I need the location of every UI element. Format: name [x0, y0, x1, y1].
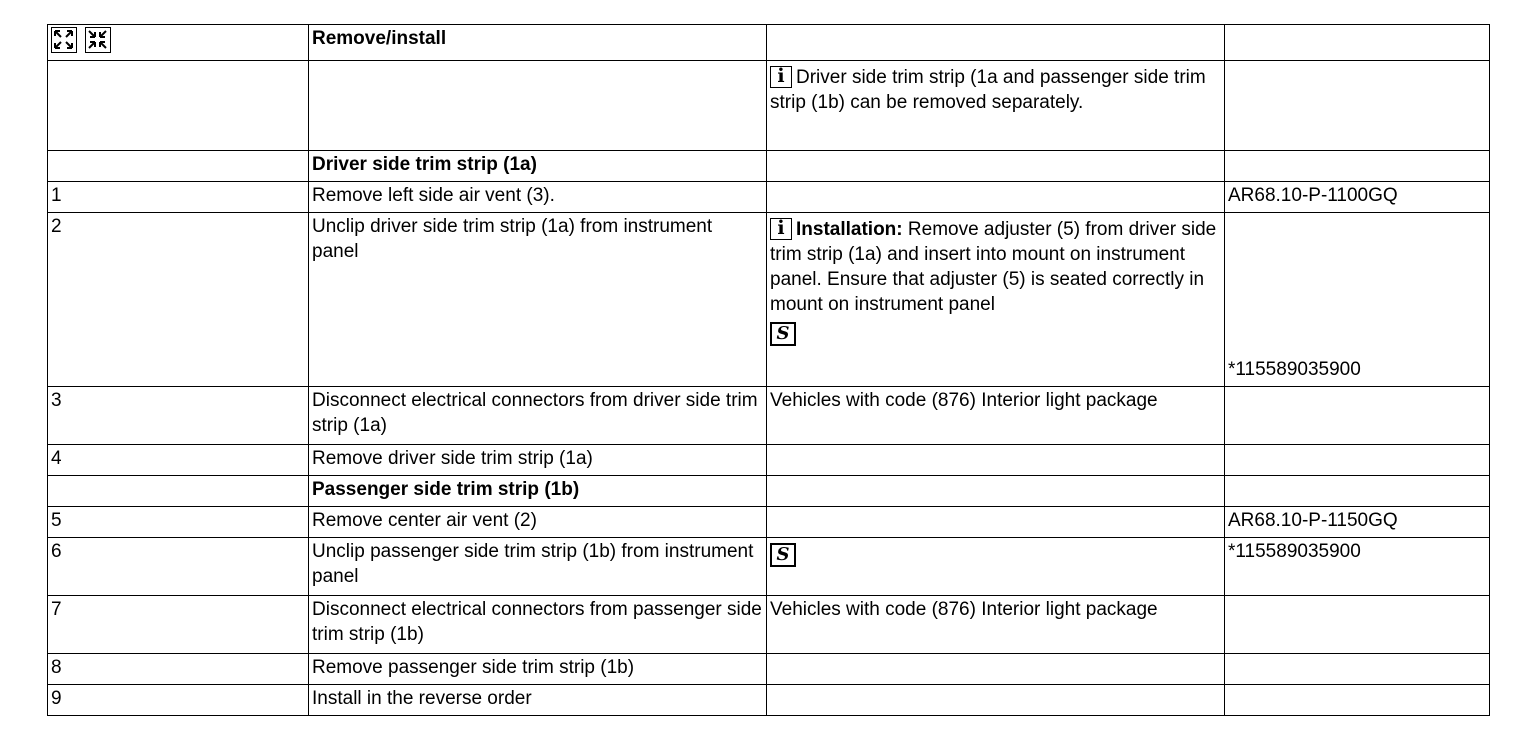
ref-cell: [1225, 654, 1490, 685]
header-title: Remove/install: [309, 25, 767, 61]
note-cell: [767, 445, 1225, 476]
step-cell: 3: [48, 387, 309, 445]
note-cell: [767, 538, 1225, 596]
note-label: Installation:: [796, 219, 903, 240]
action-cell: Disconnect electrical connectors from passenger side trim strip (1b): [309, 596, 767, 654]
expand-all-icon[interactable]: [51, 27, 77, 53]
ref-cell: [1225, 445, 1490, 476]
ref-cell: [1225, 151, 1490, 182]
action-cell: [309, 61, 767, 151]
ref-cell: [1225, 61, 1490, 151]
note-cell: [767, 685, 1225, 716]
note-text: Driver side trim strip (1a and passenger side trim strip (1b) can be removed separately.: [770, 67, 1206, 113]
step-cell: 9: [48, 685, 309, 716]
note-cell: Vehicles with code (876) Interior light package: [767, 387, 1225, 445]
table-row: [48, 538, 1490, 596]
note-text: Remove adjuster (5) from driver side trim strip (1a) and insert into mount on instrument panel. Ensure that adjuster (5) is seated correctly in mount on instrument panel: [770, 219, 1217, 315]
info-icon: i: [770, 218, 792, 240]
ref-cell: [1225, 596, 1490, 654]
note-cell: [767, 182, 1225, 213]
note-cell: [767, 151, 1225, 182]
ref-link[interactable]: AR68.10-P-1100GQ: [1225, 182, 1490, 213]
table-row: [48, 182, 1490, 213]
ref-cell: [1225, 685, 1490, 716]
action-cell: Remove left side air vent (3).: [309, 182, 767, 213]
ref-cell: [1225, 476, 1490, 507]
step-cell: [48, 61, 309, 151]
action-cell: Disconnect electrical connectors from driver side trim strip (1a): [309, 387, 767, 445]
header-icons-cell: [48, 25, 309, 61]
step-cell: 6: [48, 538, 309, 596]
step-cell: [48, 476, 309, 507]
action-cell: Remove driver side trim strip (1a): [309, 445, 767, 476]
action-cell: Unclip passenger side trim strip (1b) from instrument panel: [309, 538, 767, 596]
step-cell: 1: [48, 182, 309, 213]
action-cell: Remove passenger side trim strip (1b): [309, 654, 767, 685]
note-cell: [767, 213, 1225, 387]
ref-cell: [1225, 387, 1490, 445]
section-title: Driver side trim strip (1a): [309, 151, 767, 182]
note-cell: [767, 61, 1225, 151]
action-cell: Remove center air vent (2): [309, 507, 767, 538]
step-cell: 4: [48, 445, 309, 476]
tool-number-link[interactable]: *115589035900: [1228, 359, 1361, 380]
ref-cell: [1225, 213, 1490, 387]
table-row: [48, 685, 1490, 716]
collapse-all-icon[interactable]: [85, 27, 111, 53]
step-cell: 5: [48, 507, 309, 538]
step-cell: 8: [48, 654, 309, 685]
table-row: [48, 387, 1490, 445]
table-row: [48, 654, 1490, 685]
procedure-table: [47, 24, 1490, 716]
note-cell: [767, 476, 1225, 507]
special-tool-icon[interactable]: S: [770, 322, 796, 346]
header-ref-cell: [1225, 25, 1490, 61]
note-cell: [767, 654, 1225, 685]
action-cell: Install in the reverse order: [309, 685, 767, 716]
ref-link[interactable]: AR68.10-P-1150GQ: [1225, 507, 1490, 538]
header-note-cell: [767, 25, 1225, 61]
header-row: [48, 25, 1490, 61]
section-row: [48, 476, 1490, 507]
table-row: [48, 445, 1490, 476]
step-cell: 2: [48, 213, 309, 387]
section-row: [48, 151, 1490, 182]
action-cell: Unclip driver side trim strip (1a) from instrument panel: [309, 213, 767, 387]
note-cell: [767, 507, 1225, 538]
info-icon: i: [770, 66, 792, 88]
table-row: [48, 507, 1490, 538]
table-row: [48, 596, 1490, 654]
table-row: [48, 213, 1490, 387]
special-tool-icon[interactable]: S: [770, 543, 796, 567]
note-cell: Vehicles with code (876) Interior light package: [767, 596, 1225, 654]
step-cell: [48, 151, 309, 182]
tool-number-link[interactable]: *115589035900: [1225, 538, 1490, 596]
step-cell: 7: [48, 596, 309, 654]
section-title: Passenger side trim strip (1b): [309, 476, 767, 507]
table-row: [48, 61, 1490, 151]
